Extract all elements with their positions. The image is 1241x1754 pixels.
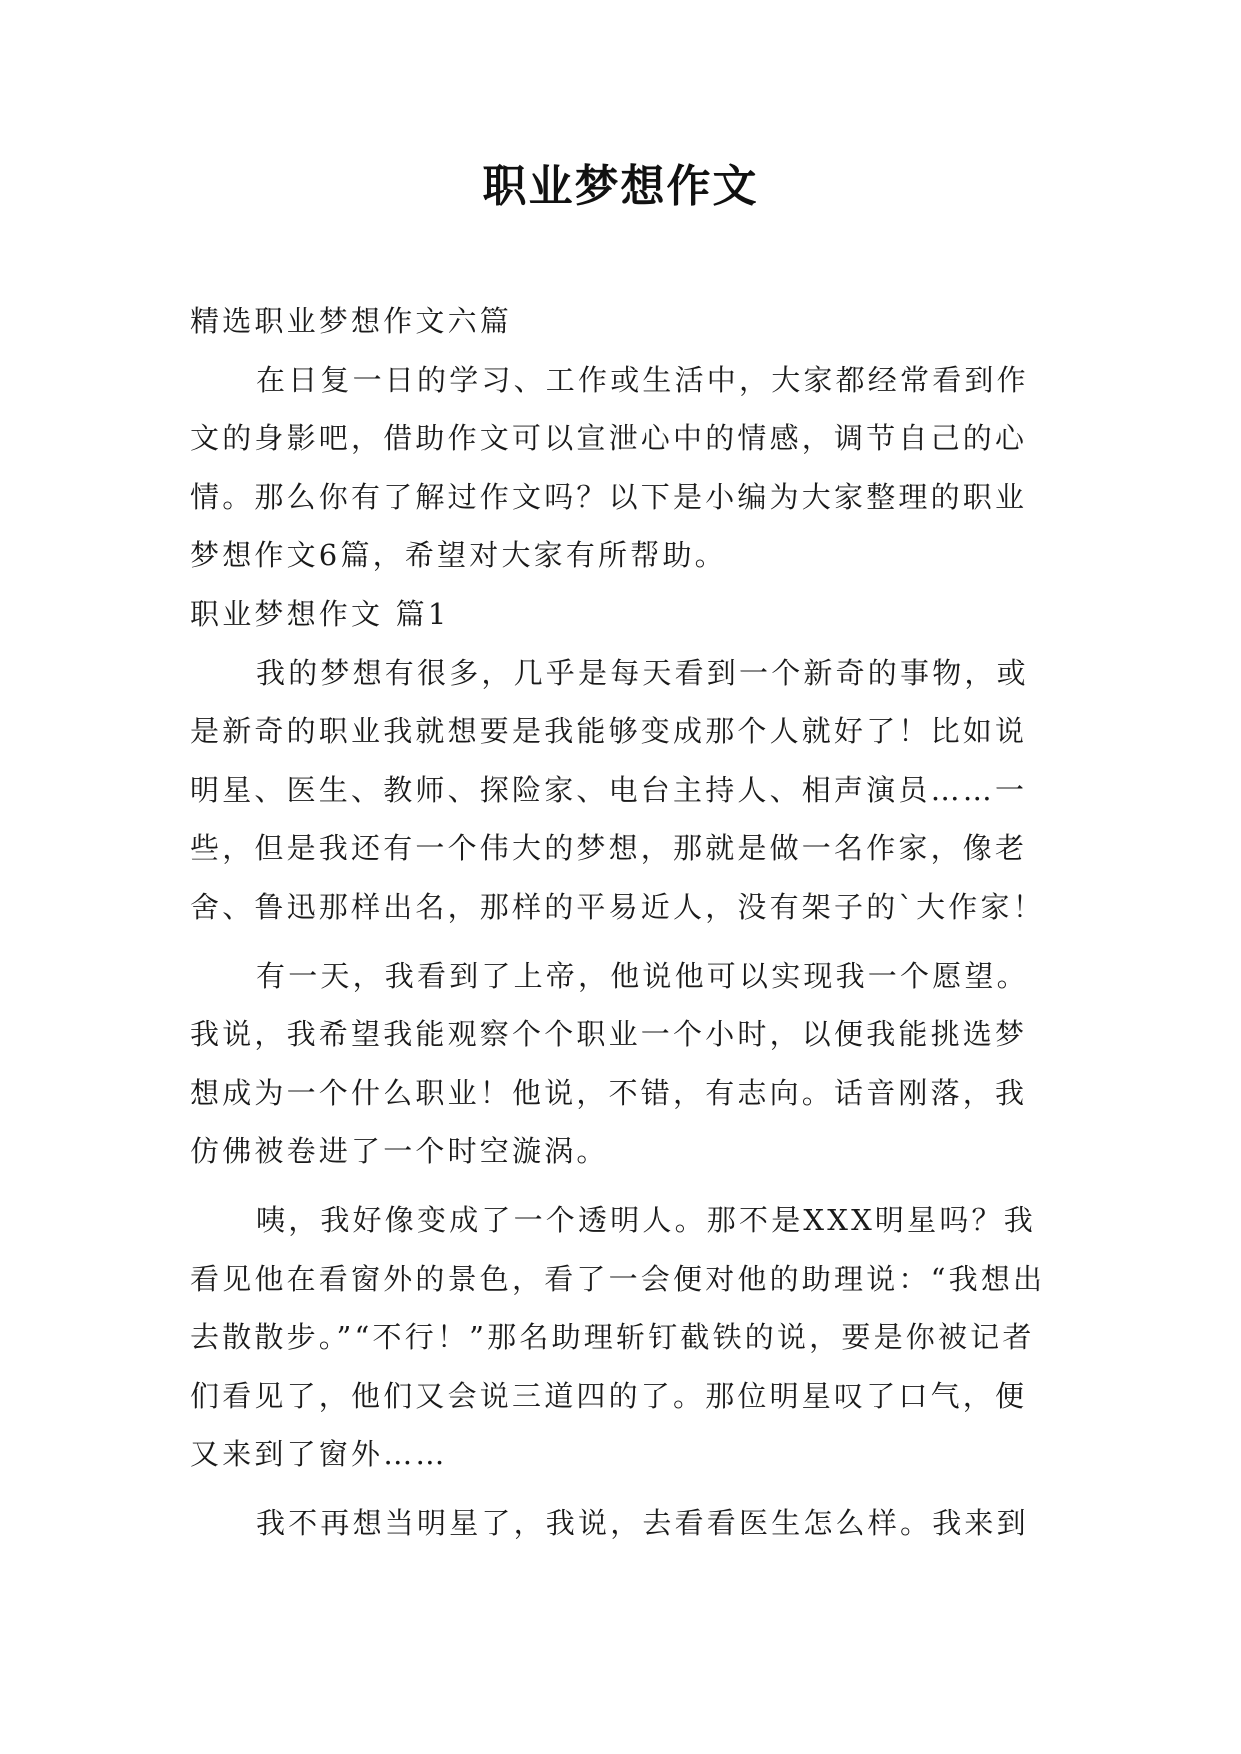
subtitle-paragraph: 精选职业梦想作文六篇	[190, 304, 513, 338]
body-paragraph: 我不再想当明星了，我说，去看看医生怎么样。我来到	[256, 1505, 1029, 1540]
document-body	[190, 292, 1050, 1552]
body-paragraph: 咦，我好像变成了一个透明人。那不是XXX明星吗？我看见他在看窗外的景色，看了一会便对他的助理说：“我想出去散散步。”“不行！”那名助理斩钉截铁的说，要是你被记者们看见了，他们又会说三道四的了。那位明星叹了口气，便又来到了窗外……	[190, 1202, 1046, 1472]
body-paragraph: 我的梦想有很多，几乎是每天看到一个新奇的事物，或是新奇的职业我就想要是我能够变成那个人就好了！比如说明星、医生、教师、探险家、电台主持人、相声演员……一些，但是我还有一个伟大的梦想，那就是做一名作家，像老舍、鲁迅那样出名，那样的平易近人，没有架子的`大作家！	[190, 655, 1045, 924]
section-heading: 职业梦想作文 篇1	[190, 596, 450, 631]
body-paragraph: 有一天，我看到了上帝，他说他可以实现我一个愿望。我说，我希望我能观察个个职业一个小时，以便我能挑选梦想成为一个什么职业！他说，不错，有志向。话音刚落，我仿佛被卷进了一个时空漩涡。	[190, 958, 1029, 1169]
document-title: 职业梦想作文	[482, 161, 759, 212]
intro-paragraph: 在日复一日的学习、工作或生活中，大家都经常看到作文的身影吧，借助作文可以宣泄心中的情感，调节自己的心情。那么你有了解过作文吗？以下是小编为大家整理的职业梦想作文6篇，希望对大家有所帮助。	[190, 362, 1029, 573]
